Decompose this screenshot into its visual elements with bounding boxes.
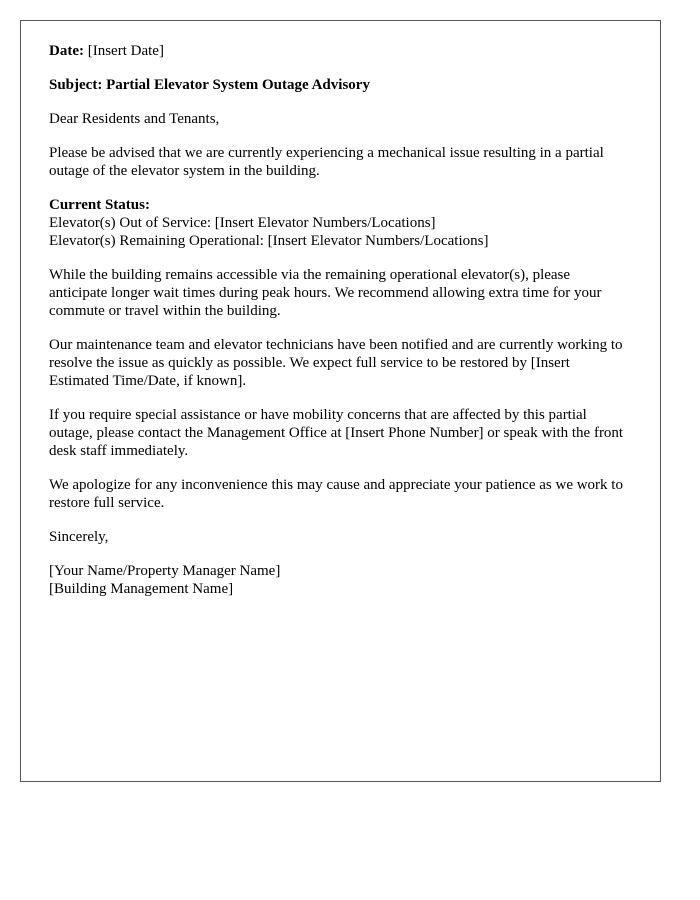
salutation: Dear Residents and Tenants, (49, 111, 220, 127)
closing: Sincerely, (49, 529, 109, 545)
body-paragraph: We apologize for any inconvenience this may cause and appreciate your patience as we work to restore full service. (49, 477, 623, 511)
signature-organization: [Building Management Name] (49, 581, 234, 597)
body-paragraph: Our maintenance team and elevator technicians have been notified and are currently working to resolve the issue as quickly as possible. We expect full service to be restored by [Insert Estimated Time/Date, if known]. (49, 337, 623, 389)
date-line (49, 42, 632, 60)
letter (20, 20, 661, 782)
date-label: Date: (49, 43, 84, 59)
date-value: [Insert Date] (87, 43, 164, 59)
status-operational: Elevator(s) Remaining Operational: [Insert Elevator Numbers/Locations] (49, 233, 489, 249)
intro-paragraph: Please be advised that we are currently experiencing a mechanical issue resulting in a partial outage of the elevator system in the building. (49, 145, 604, 179)
status-block (49, 196, 632, 250)
subject-text: Subject: Partial Elevator System Outage Advisory (49, 77, 370, 93)
signature-name: [Your Name/Property Manager Name] (49, 563, 281, 579)
status-heading: Current Status: (49, 197, 150, 213)
body-paragraph: While the building remains accessible via the remaining operational elevator(s), please anticipate longer wait times during peak hours. We recommend allowing extra time for your commute or travel within the building. (49, 267, 602, 319)
status-out-of-service: Elevator(s) Out of Service: [Insert Elevator Numbers/Locations] (49, 215, 436, 231)
body-paragraph: If you require special assistance or have mobility concerns that are affected by this partial outage, please contact the Management Office at [Insert Phone Number] or speak with the front desk staff immediately. (49, 407, 624, 459)
signature-block (49, 562, 632, 598)
subject-line (49, 76, 632, 94)
